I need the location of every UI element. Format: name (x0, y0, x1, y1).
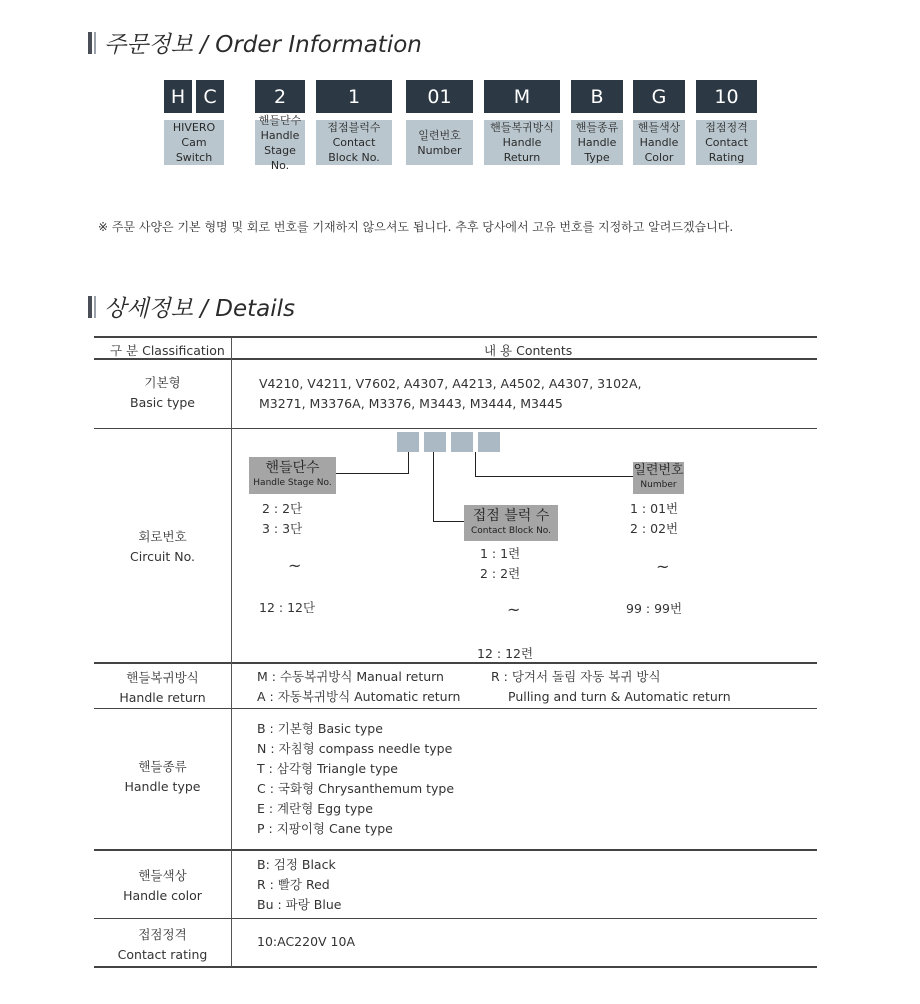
block-range-tilde: ~ (507, 600, 521, 619)
order-info-heading (88, 26, 422, 59)
code-box-return: M (484, 80, 560, 113)
connector-line (433, 521, 464, 522)
row-divider (94, 918, 817, 919)
stage-values: 2 : 2단 3 : 3단 (262, 501, 303, 536)
row-divider (94, 662, 817, 664)
label-color: 핸들색상 Handle Color (633, 120, 685, 165)
connector-line (475, 476, 633, 477)
label-hivero: HIVERO Cam Switch (164, 120, 224, 165)
label-block: 접점블럭수 Contact Block No. (316, 120, 392, 165)
handle-color-list: B: 검정 Black R : 빨강 Red Bu : 파랑 Blue (257, 857, 342, 912)
details-title: 상세정보 / Details (104, 296, 295, 322)
handle-color-label: 핸들색상 Handle color (123, 868, 202, 903)
circuit-digit-box (451, 432, 473, 452)
handle-return-pull: R : 당겨서 돌림 자동 복귀 방식 Pulling and turn & Automatic return (491, 669, 731, 704)
heading-marker (88, 32, 92, 54)
order-note: ※ 주문 사양은 기본 형명 및 회로 번호를 기재하지 않으셔도 됩니다. 추후 당사에서 고유 번호를 지정하고 알려드겠습니다. (98, 220, 734, 234)
row-divider (94, 708, 817, 709)
heading-marker (88, 296, 92, 318)
number-last: 99 : 99번 (626, 601, 683, 616)
label-number: 일련번호 Number (406, 120, 473, 165)
number-range-tilde: ~ (656, 557, 670, 576)
table-bottom-border (94, 966, 817, 968)
code-box-number: 01 (406, 80, 473, 113)
handle-type-list: B : 기본형 Basic type N : 자침형 compass needle type T : 삼각형 Triangle type C : 국화형 Chrysanthemum type E : 계란형 Egg type P : 지팡이형 Cane type (257, 721, 455, 836)
number-values: 1 : 01번 2 : 02번 (630, 501, 679, 536)
contact-rating-label: 접점정격 Contact rating (117, 927, 208, 962)
table-top-border (94, 336, 817, 338)
connector-line (336, 473, 409, 474)
code-box-h: H (164, 80, 192, 113)
circuit-digit-box (424, 432, 446, 452)
contact-rating-value: 10:AC220V 10A (257, 934, 356, 949)
code-box-c: C (196, 80, 224, 113)
row-divider (94, 849, 817, 851)
block-values: 1 : 1련 2 : 2련 (480, 546, 521, 581)
order-info-title: 주문정보 / Order Information (104, 32, 422, 58)
circuit-digit-box (478, 432, 500, 452)
code-box-type: B (571, 80, 623, 113)
label-stage: 핸들단수 Handle Stage No. (255, 120, 305, 165)
basic-type-models: V4210, V4211, V7602, A4307, A4213, A4502, A4307, 3102A, M3271, M3376A, M3376, M3443, M3444, M3445 (259, 376, 642, 411)
column-divider (231, 338, 232, 967)
label-type: 핸들종류 Handle Type (571, 120, 623, 165)
basic-type-label: 기본형 Basic type (130, 375, 195, 410)
label-rating: 접점정격 Contact Rating (696, 120, 757, 165)
stage-no-tag: 핸들단수 Handle Stage No. (249, 457, 336, 494)
block-last: 12 : 12련 (477, 646, 534, 661)
code-box-rating: 10 (696, 80, 757, 113)
connector-line (408, 452, 409, 473)
details-heading (88, 290, 295, 323)
circuit-digit-box (397, 432, 419, 452)
stage-last: 12 : 12단 (259, 600, 316, 615)
label-return: 핸들복귀방식 Handle Return (484, 120, 560, 165)
code-box-block: 1 (316, 80, 392, 113)
header-contents: 내 용 Contents (484, 343, 573, 358)
header-classification: 구 분 Classification (110, 343, 225, 358)
circuit-no-label: 회로번호 Circuit No. (130, 529, 195, 564)
handle-return-label: 핸들복귀방식 Handle return (119, 670, 206, 705)
stage-range-tilde: ~ (288, 556, 302, 575)
row-divider (94, 428, 817, 429)
block-no-tag: 접점 블럭 수 Contact Block No. (464, 505, 558, 541)
number-tag: 일련번호 Number (633, 462, 684, 494)
code-box-color: G (633, 80, 685, 113)
handle-return-manual-auto: M : 수동복귀방식 Manual return A : 자동복귀방식 Automatic return (257, 669, 461, 704)
connector-line (475, 452, 476, 476)
code-box-stage: 2 (255, 80, 305, 113)
handle-type-label: 핸들종류 Handle type (124, 759, 201, 794)
connector-line (433, 452, 434, 522)
